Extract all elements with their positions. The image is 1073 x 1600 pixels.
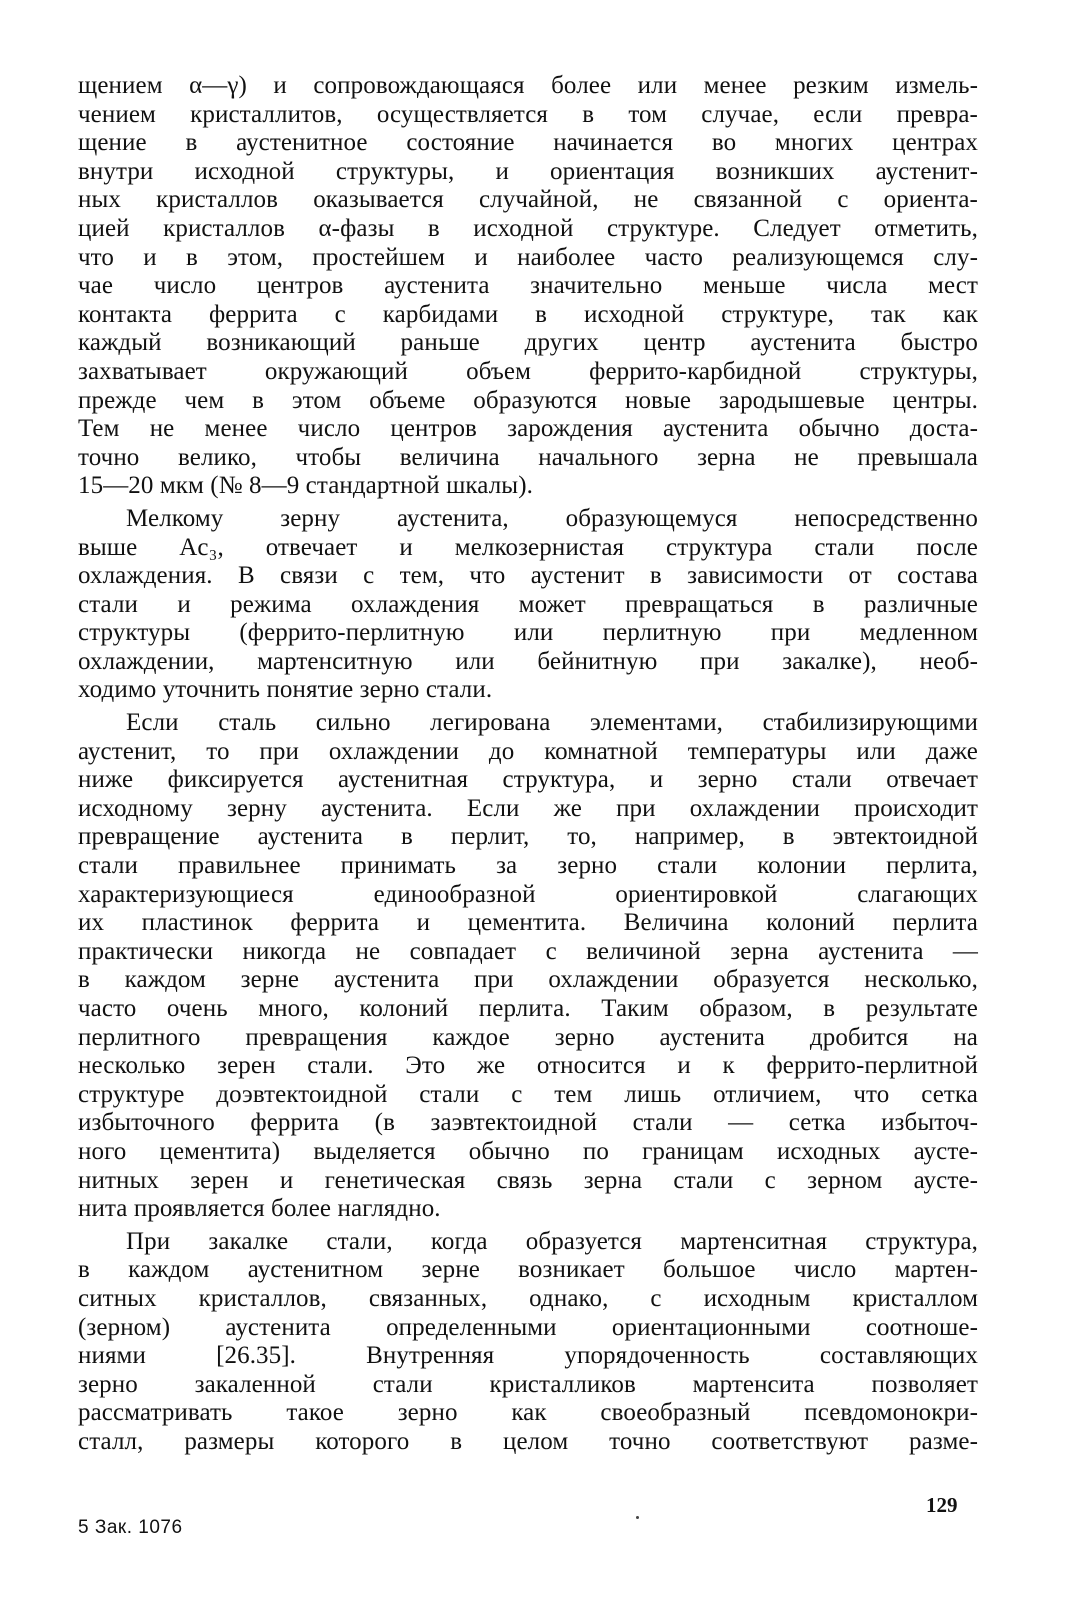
text-line: 15—20 мкм (№ 8—9 стандартной шкалы). bbox=[78, 472, 533, 500]
text-line: При закалке стали, когда образуется мартенситная структура, bbox=[126, 1227, 978, 1255]
text-line: их пластинок феррита и цементита. Величина колоний перлита bbox=[78, 909, 978, 937]
text-line: щением α—γ) и сопровождающаяся более или менее резким измель- bbox=[78, 72, 978, 99]
text-line: охлаждения. В связи с тем, что аустенит в зависимости от состава bbox=[78, 562, 978, 590]
text-line: превращение аустенита в перлит, то, например, в эвтектоидной bbox=[78, 823, 978, 851]
text-line: каждый возникающий раньше других центр аустенита быстро bbox=[78, 329, 978, 357]
text-line: выше Ac₃, отвечает и мелкозернистая структура стали после bbox=[78, 533, 978, 561]
text-line: Если сталь сильно легирована элементами, стабилизирующими bbox=[126, 709, 978, 737]
text-line: контакта феррита с карбидами в исходной структуре, так как bbox=[78, 300, 978, 328]
text-line: ных кристаллов оказывается случайной, не связанной с ориента- bbox=[78, 186, 978, 214]
text-line: структуре доэвтектоидной стали с тем лишь отличием, что сетка bbox=[78, 1080, 978, 1108]
text-line: точно велико, чтобы величина начального зерна не превышала bbox=[78, 443, 978, 471]
text-line: ниже фиксируется аустенитная структура, и зерно стали отвечает bbox=[78, 766, 978, 794]
text-line: охлаждении, мартенситную или бейнитную при закалке), необ- bbox=[78, 647, 978, 675]
text-line: чением кристаллитов, осуществляется в том случае, если превра- bbox=[78, 100, 978, 128]
text-line: сталл, размеры которого в целом точно соответствуют разме- bbox=[78, 1427, 978, 1455]
text-line: ного цементита) выделяется обычно по границам исходных аусте- bbox=[78, 1137, 978, 1165]
text-line: нита проявляется более наглядно. bbox=[78, 1195, 441, 1223]
text-line: ходимо уточнить понятие зерно стали. bbox=[78, 676, 493, 704]
text-line: часто очень много, колоний перлита. Таким образом, в результате bbox=[78, 995, 978, 1022]
text-line: рассматривать такое зерно как своеобразный псевдомонокри- bbox=[78, 1399, 978, 1427]
text-line: характеризующиеся единообразной ориентировкой слагающих bbox=[78, 880, 978, 908]
text-line: что и в этом, простейшем и наиболее часто реализующемся слу- bbox=[78, 243, 978, 271]
text-line: чае число центров аустенита значительно меньше числа мест bbox=[78, 272, 978, 300]
text-line: структуры (феррито-перлитную или перлитную при медленном bbox=[78, 619, 978, 647]
text-line: Тем не менее число центров зарождения аустенита обычно доста- bbox=[78, 415, 978, 443]
body-text bbox=[78, 72, 978, 1457]
text-line: ниями [26.35]. Внутренняя упорядоченность составляющих bbox=[78, 1342, 978, 1370]
text-line: стали и режима охлаждения может превращаться в различные bbox=[78, 590, 978, 618]
page-number: 129 bbox=[926, 1493, 958, 1517]
text-line: щение в аустенитное состояние начинается во многих центрах bbox=[78, 129, 978, 157]
text-line: ситных кристаллов, связанных, однако, с исходным кристаллом bbox=[78, 1284, 978, 1312]
text-line: избыточного феррита (в заэвтектоидной стали — сетка избыточ- bbox=[78, 1109, 978, 1137]
text-line: в каждом зерне аустенита при охлаждении образуется несколько, bbox=[78, 966, 978, 994]
text-line: исходному зерну аустенита. Если же при охлаждении происходит bbox=[78, 794, 978, 822]
text-line: аустенит, то при охлаждении до комнатной температуры или даже bbox=[78, 737, 978, 765]
text-line: зерно закаленной стали кристалликов мартенсита позволяет bbox=[78, 1370, 978, 1398]
text-line: практически никогда не совпадает с величиной зерна аустенита — bbox=[78, 937, 978, 965]
text-line: в каждом аустенитном зерне возникает большое число мартен- bbox=[78, 1256, 978, 1284]
text-line: нитных зерен и генетическая связь зерна стали с зерном аусте- bbox=[78, 1166, 978, 1194]
text-line: захватывает окружающий объем феррито-карбидной структуры, bbox=[78, 357, 978, 385]
text-line: цией кристаллов α-фазы в исходной структуре. Следует отметить, bbox=[78, 214, 978, 242]
text-line: (зерном) аустенита определенными ориентационными соотноше- bbox=[78, 1313, 978, 1341]
text-line: стали правильнее принимать за зерно стали колонии перлита, bbox=[78, 852, 978, 880]
print-speck bbox=[636, 1516, 639, 1519]
text-line: несколько зерен стали. Это же относится и к феррито-перлитной bbox=[78, 1052, 978, 1080]
text-line: перлитного превращения каждое зерно аустенита дробится на bbox=[78, 1023, 978, 1051]
text-line: прежде чем в этом объеме образуются новые зародышевые центры. bbox=[78, 386, 978, 414]
text-line: Мелкому зерну аустенита, образующемуся непосредственно bbox=[126, 504, 978, 532]
printer-order-note: 5 Зак. 1076 bbox=[78, 1517, 183, 1538]
text-line: внутри исходной структуры, и ориентация возникших аустенит- bbox=[78, 157, 978, 185]
